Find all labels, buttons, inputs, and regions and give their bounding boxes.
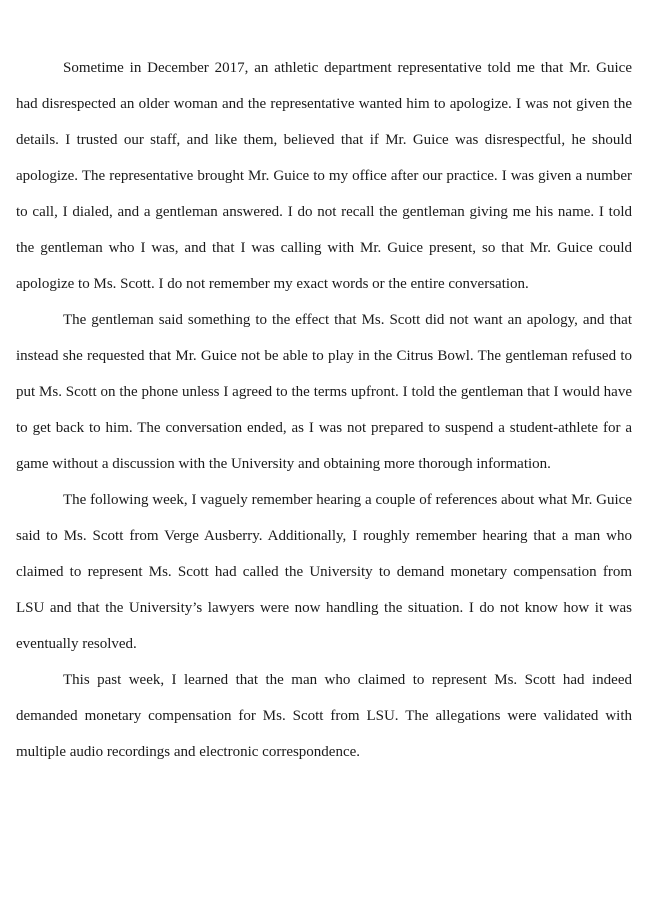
paragraph-2: The gentleman said something to the effect that Ms. Scott did not want an apology, and that instead she requested that Mr. Guice not be able to play in the Citrus Bowl. The gentleman refused to put Ms. Scott on the phone unless I agreed to the terms upfront. I told the gentleman that I would have to get back to him. The conversation ended, as I was not prepared to suspend a student-athlete for a game without a discussion with the University and obtaining more thorough information.	[16, 312, 632, 472]
paragraph-4: This past week, I learned that the man who claimed to represent Ms. Scott had indeed demanded monetary compensation for Ms. Scott from LSU. The allegations were validated with multiple audio recordings and electronic correspondence.	[16, 672, 632, 760]
paragraph-1: Sometime in December 2017, an athletic department representative told me that Mr. Guice had disrespected an older woman and the representative wanted him to apologize. I was not given the details. I trusted our staff, and like them, believed that if Mr. Guice was disrespectful, he should apologize. The representative brought Mr. Guice to my office after our practice. I was given a number to call, I dialed, and a gentleman answered. I do not recall the gentleman giving me his name. I told the gentleman who I was, and that I was calling with Mr. Guice present, so that Mr. Guice could apologize to Ms. Scott. I do not remember my exact words or the entire conversation.	[16, 60, 632, 292]
paragraph-3: The following week, I vaguely remember hearing a couple of references about what Mr. Guice said to Ms. Scott from Verge Ausberry. Additionally, I roughly remember hearing that a man who claimed to represent Ms. Scott had called the University to demand monetary compensation from LSU and that the University’s lawyers were now handling the situation. I do not know how it was eventually resolved.	[16, 492, 632, 652]
